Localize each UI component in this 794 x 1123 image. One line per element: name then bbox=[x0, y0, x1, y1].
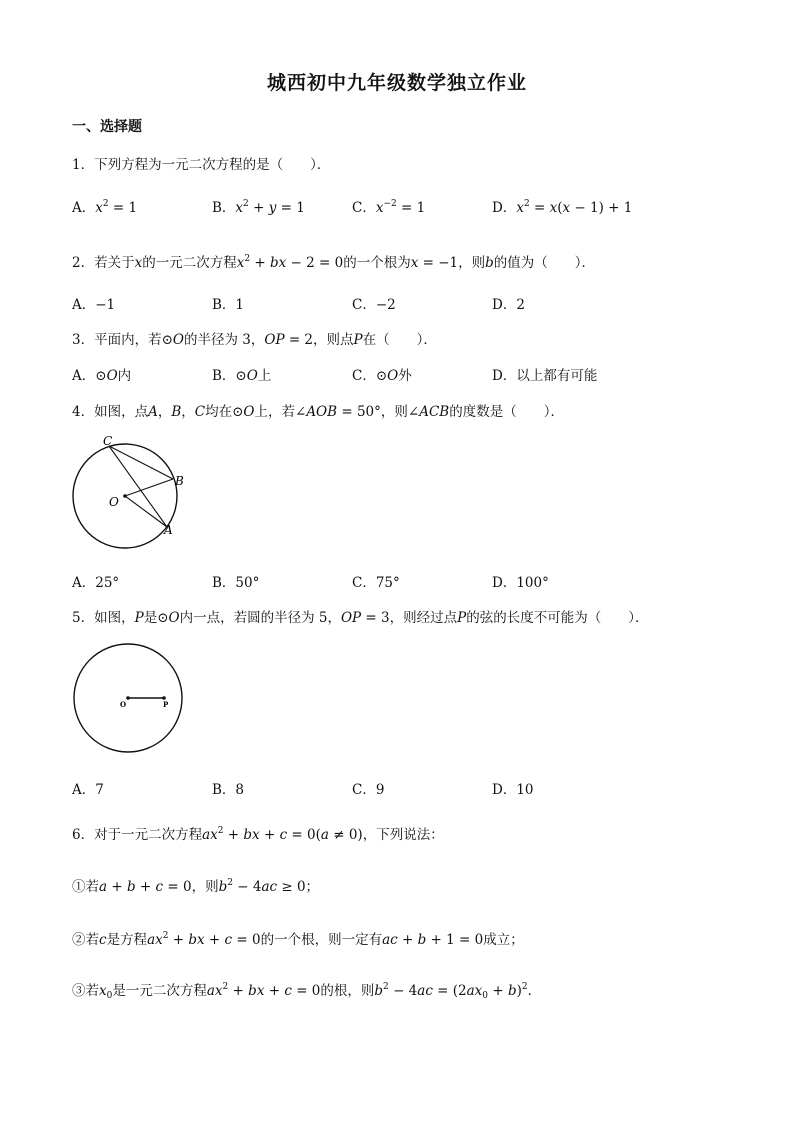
question-5-options bbox=[72, 778, 712, 798]
q5-option-c: C．9 bbox=[352, 782, 385, 798]
q5-option-d: D．10 bbox=[492, 782, 534, 798]
q2-option-b: B．1 bbox=[212, 297, 245, 313]
q4-option-b: B．50° bbox=[212, 575, 260, 591]
q5-option-a: A．7 bbox=[72, 782, 104, 798]
q5-option-b: B．8 bbox=[212, 782, 245, 798]
center-point-o bbox=[123, 494, 127, 498]
question-6-stem: 6．对于一元二次方程$ax^2$ + bx + c = 0(a ≠ 0)，下列说法： bbox=[72, 826, 444, 843]
statement-3: ③若$x_0$是一元二次方程$ax^2$ + bx + c = 0的根，则$b^2 - 4ac = (2ax_0 + b)^2$． bbox=[72, 982, 542, 1001]
statement-1: ①若a + b + c = 0，则$b^2 - 4ac \ge 0$； bbox=[72, 878, 320, 895]
q1-option-a: A．$x^2 = 1$ bbox=[72, 199, 138, 216]
label-o: O bbox=[109, 495, 119, 509]
q1-option-c: C．$x^{-2} = 1$ bbox=[352, 199, 426, 216]
question-4-stem: 4．如图，点A，B，C均在⊙O上，若∠AOB = 50°，则∠ACB的度数是（ ）． bbox=[72, 404, 564, 420]
segment-oa bbox=[125, 496, 167, 527]
label-p: P bbox=[163, 700, 169, 709]
q2-option-d: D．2 bbox=[492, 297, 525, 313]
q4-option-d: D．100° bbox=[492, 575, 549, 591]
q2-option-c: C．−2 bbox=[352, 297, 396, 313]
circle-figure-q5 bbox=[70, 640, 188, 758]
q3-option-b: B．⊙O上 bbox=[212, 368, 272, 384]
section-heading: 一、选择题 bbox=[72, 119, 142, 135]
q1-option-d: D．$x^2 = x(x - 1) + 1$ bbox=[492, 199, 633, 216]
question-1-stem: 1．下列方程为一元二次方程的是（ ）． bbox=[72, 157, 331, 173]
label-a: A bbox=[164, 523, 173, 537]
segment-ob bbox=[125, 479, 173, 496]
page-title: 城西初中九年级数学独立作业 bbox=[266, 72, 527, 94]
question-1-options bbox=[72, 196, 712, 216]
question-5-stem: 5．如图，P是⊙O内一点，若圆的半径为 5，OP = 3，则经过点P的弦的长度不可能为（ ）． bbox=[72, 610, 649, 626]
q4-option-a: A．25° bbox=[72, 575, 120, 591]
point-o bbox=[126, 696, 130, 700]
question-2-stem: 2．若关于x的一元二次方程$x^2$ + bx − 2 = 0的一个根为x = −1，则b的值为（ ）． bbox=[72, 254, 596, 271]
question-2-options bbox=[72, 293, 712, 313]
label-b: B bbox=[175, 474, 184, 488]
q2-option-a: A．−1 bbox=[72, 297, 116, 313]
q3-option-d: D．以上都有可能 bbox=[492, 368, 598, 384]
q3-option-a: A．⊙O内 bbox=[72, 368, 132, 384]
segment-ca bbox=[109, 446, 167, 527]
question-4-options bbox=[72, 571, 712, 591]
statement-2: ②若c是方程$ax^2$ + bx + c = 0的一个根，则一定有ac + b + 1 = 0成立； bbox=[72, 931, 524, 948]
question-3-stem: 3．平面内，若⊙O的半径为 3，OP = 2，则点P在（ ）． bbox=[72, 332, 437, 348]
q1-option-b: B．$x^2 + y = 1$ bbox=[212, 199, 305, 216]
segment-cb bbox=[109, 446, 173, 479]
q3-option-c: C．⊙O外 bbox=[352, 368, 412, 384]
label-c: C bbox=[103, 434, 113, 448]
q4-option-c: C．75° bbox=[352, 575, 400, 591]
question-3-options bbox=[72, 364, 712, 384]
label-o: O bbox=[120, 700, 127, 709]
circle-figure-q4 bbox=[66, 430, 196, 560]
